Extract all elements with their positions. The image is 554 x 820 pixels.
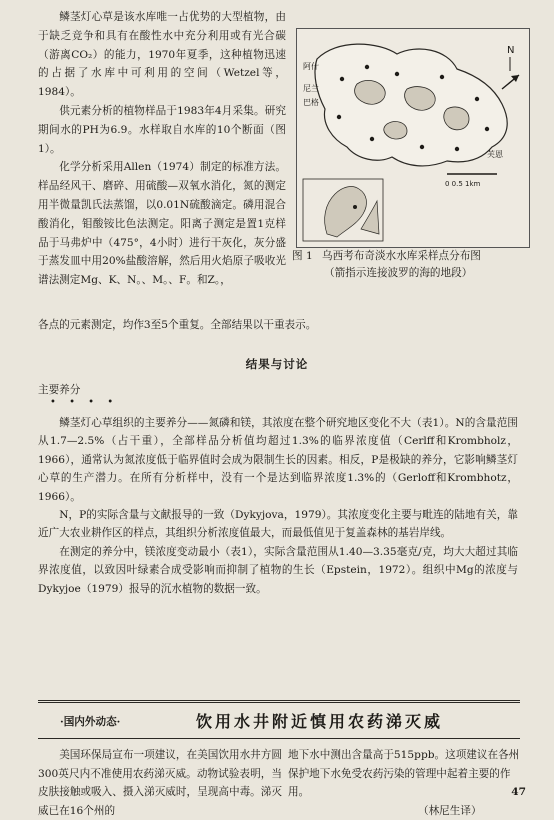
sample-point [455,147,459,151]
subsection-heading: 主要养分 [38,384,81,396]
intro-paragraph: 鳞茎灯心草是该水库唯一占优势的大型植物，由于缺乏竞争和具有在酸性水中充分利用或有光合碳（游离CO₂）的能力，1970年夏季，这种植物迅速的占据了水库中可利用的空间（Wetzel等，1984）。 [38,11,286,99]
news-divider-bottom [38,738,520,739]
sample-point [440,75,444,79]
sampling-paragraph: 供元素分析的植物样品于1983年4月采集。研究期间水的PH为6.9。水样取自水库的10个断面（图1）。 [38,104,286,155]
translator-credit: （林尼生译） [418,804,482,817]
nutrient-paragraph-1: 鳞茎灯心草组织的主要养分——氮磷和镁，其浓度在整个研究地区变化不大（表1）。N的含量范围从1.7—2.5%（占干重），全部样品分析值均超过1.3%的临界浓度值（Cerlff和Krombholz，1966），通常认为氮浓度低于临界值时会成为限制生长的因素。相反，P是极缺的养分，它影响鳞茎灯心草的生产潜力。在所有分析样中，没有一个是达到临界浓度1.3%的（Gerloff和Krombhotz，1966）。 [38,417,518,503]
section-heading: 结果与讨论 [245,357,309,371]
nutrient-paragraph-2: N，P的实际含量与文献报导的一致（Dykyjova，1979）。其浓度变化主要与毗连的陆地有关，靠近广大农业耕作区的样点，其组织分析浓度值最大，而最低值见于复盖森林的基岩岸线。 [38,509,518,540]
figure-caption [292,248,538,282]
sample-point [485,127,489,131]
news-tag: ·国内外动态· [60,716,121,728]
sample-point [420,145,424,149]
sample-point [365,65,369,69]
sample-point [370,137,374,141]
left-column [38,8,286,290]
news-right-column [288,746,520,820]
place-label: 阿什 [303,62,319,71]
figure-title: 乌西考布奇淡水水库采样点分布图 [322,250,481,262]
emphasis-dots: • • • • [50,397,119,408]
news-divider-top [38,700,520,703]
sample-point [340,77,344,81]
figure-1-map [296,28,530,248]
nutrient-paragraph-3: 在测定的养分中，镁浓度变动最小（表1），实际含量范围从1.40—3.35毫克/克，均大大超过其临界浓度值，以致因叶绿素合成受影响而抑制了植物的生长（Epstein，1972）。组织中Mg的浓度与Dykyjoe（1979）报导的沉水植物的数据一致。 [38,545,518,595]
news-paragraph-right: 地下水中测出含量高于515ppb。这项建议在各州保护地下水免受农药污染的管理中起着主要的作用。 [288,749,520,799]
reservoir-map-svg [297,29,529,247]
scale-label: 0 0.5 1km [445,180,481,188]
news-left-column [38,746,282,820]
news-title: 饮用水井附近慎用农药涕灭威 [196,712,444,731]
sample-point [337,115,341,119]
figure-number: 图 1 [292,250,313,262]
method-paragraph: 化学分析采用Allen（1974）制定的标准方法。样品经风干、磨碎、用硫酸—双氧水消化，氮的测定用半微量凯氏法蒸馏，以0.01N硫酸滴定。磷用混合酸消化，钼酸铵比色法测定。阳离子测定是置1克样品于马弗炉中（475°，4小时）进行干灰化，灰分盛于蒸发皿中用20%盐酸溶解，然后用火焰原子吸收光谱法测定Mg、K、N。、M。、F。和Z。， [38,161,286,287]
page-number: 47 [511,786,526,798]
place-label: 巴格 [303,98,319,107]
inset-location-dot [353,205,357,209]
figure-subcaption: （箭指示连接波罗的海的地段） [324,267,473,279]
results-note: 各点的元素测定，均作3至5个重复。全部结果以干重表示。 [38,319,317,331]
sample-point [475,97,479,101]
news-paragraph-left: 美国环保局宣布一项建议，在美国饮用水井方圆300英尺内不准使用农药涕灭威。动物试验表明，当皮肤接触或吸入、摄入涕灭威时，呈现高中毒。涕灭威已在16个州的 [38,749,282,817]
north-label: N [507,45,515,56]
sample-point [395,72,399,76]
results-body [38,414,518,598]
place-label: 芙恩 [487,150,503,159]
place-label: 尼兰 [303,84,319,93]
